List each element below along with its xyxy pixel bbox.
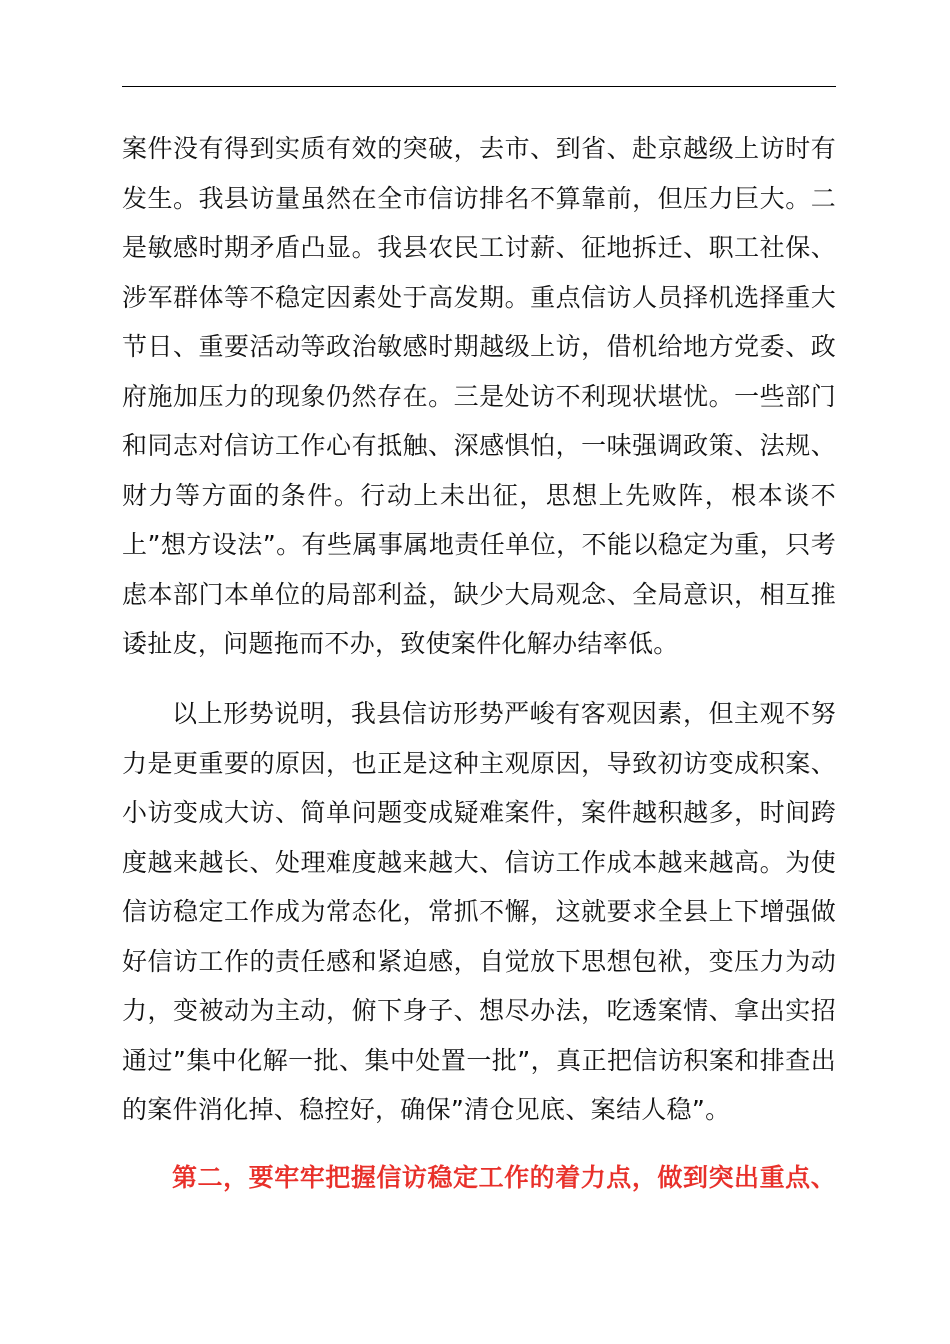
text-line: 诿扯皮，问题拖而不办，致使案件化解办结率低。 xyxy=(122,629,679,658)
header-rule xyxy=(122,86,836,87)
text-line: 的案件消化掉、稳控好，确保”清仓见底、案结人稳”。 xyxy=(122,1095,731,1124)
text-line: 好信访工作的责任感和紧迫感，自觉放下思想包袱，变压力为动 xyxy=(122,946,836,976)
text-line: 和同志对信访工作心有抵触、深感惧怕，一味强调政策、法规、 xyxy=(122,431,836,460)
text-line: 通过”集中化解一批、集中处置一批”，真正把信访积案和排查出 xyxy=(122,1045,836,1075)
text-line: 是敏感时期矛盾凸显。我县农民工讨薪、征地拆迁、职工社保、 xyxy=(122,233,836,262)
text-line: 力，变被动为主动，俯下身子、想尽办法，吃透案情、拿出实招 xyxy=(122,996,836,1025)
text-line: 节日、重要活动等政治敏感时期越级上访，借机给地方党委、政 xyxy=(122,332,836,361)
text-line: 度越来越长、处理难度越来越大、信访工作成本越来越高。为使 xyxy=(122,847,836,877)
paragraph-1 xyxy=(122,124,836,669)
text-line: 财力等方面的条件。行动上未出征，思想上先败阵，根本谈不 xyxy=(122,480,836,510)
text-line: 力是更重要的原因，也正是这种主观原因，导致初访变成积案、 xyxy=(122,748,836,778)
text-line: 小访变成大访、简单问题变成疑难案件，案件越积越多，时间跨 xyxy=(122,798,836,827)
text-line: 上”想方设法”。有些属事属地责任单位，不能以稳定为重，只考 xyxy=(122,530,836,559)
text-line: 案件没有得到实质有效的突破，去市、到省、赴京越级上访时有 xyxy=(122,134,836,163)
heading-text: 第二，要牢牢把握信访稳定工作的着力点，做到突出重点、 xyxy=(172,1163,836,1192)
text-line: 涉军群体等不稳定因素处于高发期。重点信访人员择机选择重大 xyxy=(122,282,836,312)
text-line: 府施加压力的现象仍然存在。三是处访不利现状堪忧。一些部门 xyxy=(122,381,836,411)
section-heading xyxy=(122,1153,836,1203)
paragraph-2 xyxy=(122,689,836,1135)
text-line: 信访稳定工作成为常态化，常抓不懈，这就要求全县上下增强做 xyxy=(122,897,836,926)
text-line: 发生。我县访量虽然在全市信访排名不算靠前，但压力巨大。二 xyxy=(122,183,836,213)
text-line: 虑本部门本单位的局部利益，缺少大局观念、全局意识，相互推 xyxy=(122,579,836,609)
text-line: 以上形势说明，我县信访形势严峻有客观因素，但主观不努 xyxy=(172,699,836,728)
